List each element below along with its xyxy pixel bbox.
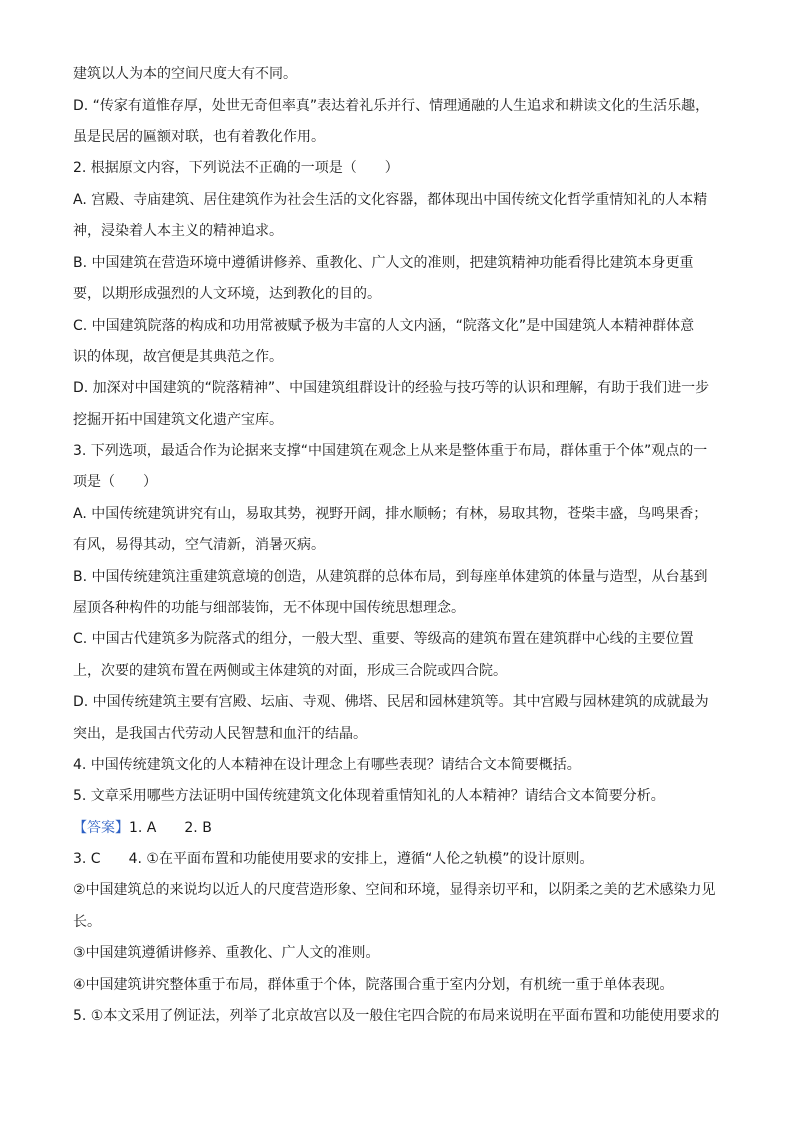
text-line: D. 中国传统建筑主要有宫殿、坛庙、寺观、佛塔、民居和园林建筑等。其中宫殿与园林建筑的成就最为 [73,694,709,710]
text-line: A. 宫殿、寺庙建筑、居住建筑作为社会生活的文化容器，都体现出中国传统文化哲学重情知礼的人本精 [73,192,708,208]
text-line: 要，以期形成强烈的人文环境，达到教化的目的。 [73,286,381,302]
text-line: ②中国建筑总的来说均以近人的尺度营造形象、空间和环境，显得亲切平和，以阴柔之美的艺术感染力见 [73,882,716,898]
text-line: B. 中国建筑在营造环境中遵循讲修养、重教化、广人文的准则，把建筑精神功能看得比建筑本身更重 [73,255,694,271]
text-line: C. 中国建筑院落的构成和功用常被赋予极为丰富的人文内涵，“院落文化”是中国建筑人本精神群体意 [73,318,695,334]
text-line: 识的体现，故宫便是其典范之作。 [73,349,283,365]
question-2-line: 2. 根据原文内容，下列说法不正确的一项是（ ） [73,160,399,176]
text-line: D. 加深对中国建筑的“院落精神”、中国建筑组群设计的经验与技巧等的认识和理解，有助于我们进一步 [73,380,710,396]
text-line: 3. C 4. ①在平面布置和功能使用要求的安排上，遵循“人伦之轨模”的设计原则。 [73,851,594,867]
text-line: 项是（ ） [73,474,157,490]
text-line: 屋顶各种构件的功能与细部装饰，无不体现中国传统思想理念。 [73,600,465,616]
answer-tag: 【答案】 [73,820,129,836]
text-line: 神，浸染着人本主义的精神追求。 [73,223,283,239]
text-line: ④中国建筑讲究整体重于布局，群体重于个体，院落围合重于室内分划，有机统一重于单体表现。 [73,977,674,993]
question-4-line: 4. 中国传统建筑文化的人本精神在设计理念上有哪些表现？请结合文本简要概括。 [73,757,581,773]
text-line: A. 中国传统建筑讲究有山，易取其势，视野开阔，排水顺畅；有林，易取其物，苍柴丰盛，鸟鸣果香； [73,506,708,522]
text-line: 长。 [73,914,101,930]
question-5-line: 5. 文章采用哪些方法证明中国传统建筑文化体现着重情知礼的人本精神？请结合文本简要分析。 [73,788,665,804]
text-line: 建筑以人为本的空间尺度大有不同。 [73,66,297,82]
text-line: 有风，易得其动，空气清新，消暑灭病。 [73,537,325,553]
text-line: 虽是民居的匾额对联，也有着教化作用。 [73,129,325,145]
text-line: 挖掘开拓中国建筑文化遗产宝库。 [73,412,283,428]
text-line: 5. ①本文采用了例证法，列举了北京故宫以及一般住宅四合院的布局来说明在平面布置和功能使用要求的 [73,1008,720,1024]
question-3-line: 3. 下列选项，最适合作为论据来支撑“中国建筑在观念上从来是整体重于布局，群体重于个体”观点的一 [73,443,708,459]
text-line: ③中国建筑遵循讲修养、重教化、广人文的准则。 [73,945,380,961]
text-line: B. 中国传统建筑注重建筑意境的创造，从建筑群的总体布局，到每座单体建筑的体量与造型，从台基到 [73,569,708,585]
text-line: 突出，是我国古代劳动人民智慧和血汗的结晶。 [73,726,367,742]
answer-line [73,818,723,838]
answer-text: 1. A 2. B [129,820,212,836]
text-line: D. “传家有道惟存厚，处世无奇但率真”表达着礼乐并行、情理通融的人生追求和耕读文化的生活乐趣， [73,98,710,114]
text-line: C. 中国古代建筑多为院落式的组分，一般大型、重要、等级高的建筑布置在建筑群中心线的主要位置 [73,631,694,647]
text-line: 上，次要的建筑布置在两侧或主体建筑的对面，形成三合院或四合院。 [73,663,507,679]
